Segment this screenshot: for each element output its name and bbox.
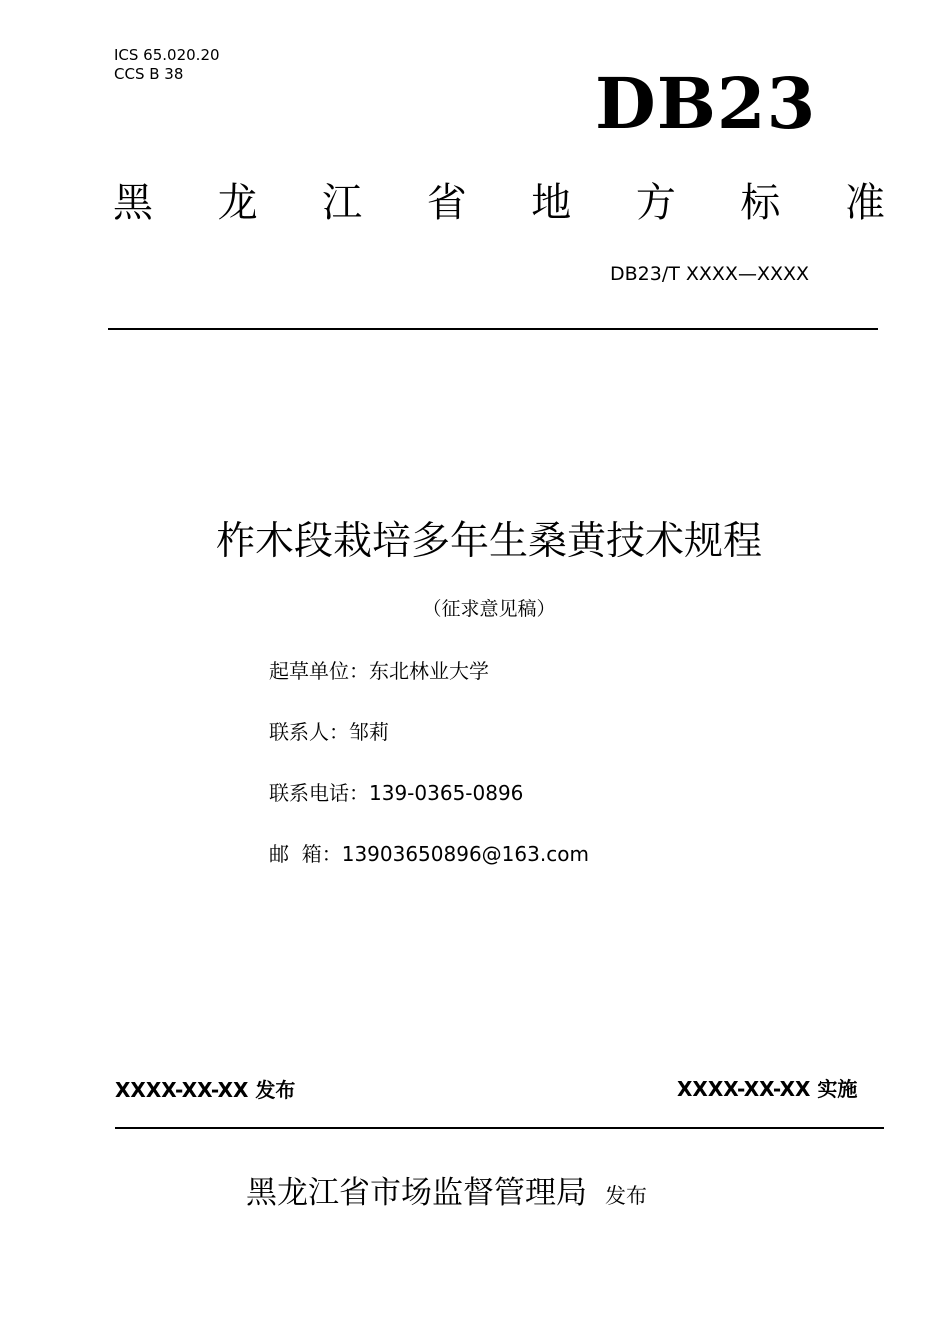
standard-title-char: 标 xyxy=(740,180,781,226)
standard-logo: DB23 xyxy=(595,62,817,145)
standard-title-char: 方 xyxy=(635,180,676,226)
footer-divider xyxy=(115,1127,884,1129)
standard-number: DB23/T XXXX—XXXX xyxy=(610,263,810,285)
contact-email: 邮 箱：13903650896@163.com xyxy=(269,842,589,866)
drafting-unit: 起草单位：东北林业大学 xyxy=(269,659,489,683)
ics-code: ICS 65.020.20 xyxy=(114,46,220,64)
standard-title-char: 准 xyxy=(844,180,885,226)
standard-title-char: 黑 xyxy=(113,180,153,226)
ics-ccs-codes xyxy=(114,46,220,84)
contact-phone: 联系电话：139-0365-0896 xyxy=(269,781,524,805)
contact-person: 联系人：邹莉 xyxy=(269,720,389,744)
standard-title-char: 江 xyxy=(322,180,363,226)
release-date: XXXX-XX-XX 发布 xyxy=(115,1078,296,1102)
standard-type-title xyxy=(113,178,885,228)
document-title: 柞木段栽培多年生桑黄技术规程 xyxy=(215,519,762,564)
implementation-date: XXXX-XX-XX 实施 xyxy=(677,1077,858,1101)
standard-title-char: 龙 xyxy=(217,180,258,226)
standard-title-char: 地 xyxy=(531,180,572,226)
draft-note: （征求意见稿） xyxy=(422,598,556,620)
issuer-suffix: 发布 xyxy=(605,1184,647,1208)
issuer-name: 黑龙江省市场监督管理局 xyxy=(246,1175,587,1211)
header-divider xyxy=(108,328,878,330)
standard-title-char: 省 xyxy=(426,180,467,226)
ccs-code: CCS B 38 xyxy=(114,65,184,83)
issuer-line xyxy=(246,1172,647,1214)
